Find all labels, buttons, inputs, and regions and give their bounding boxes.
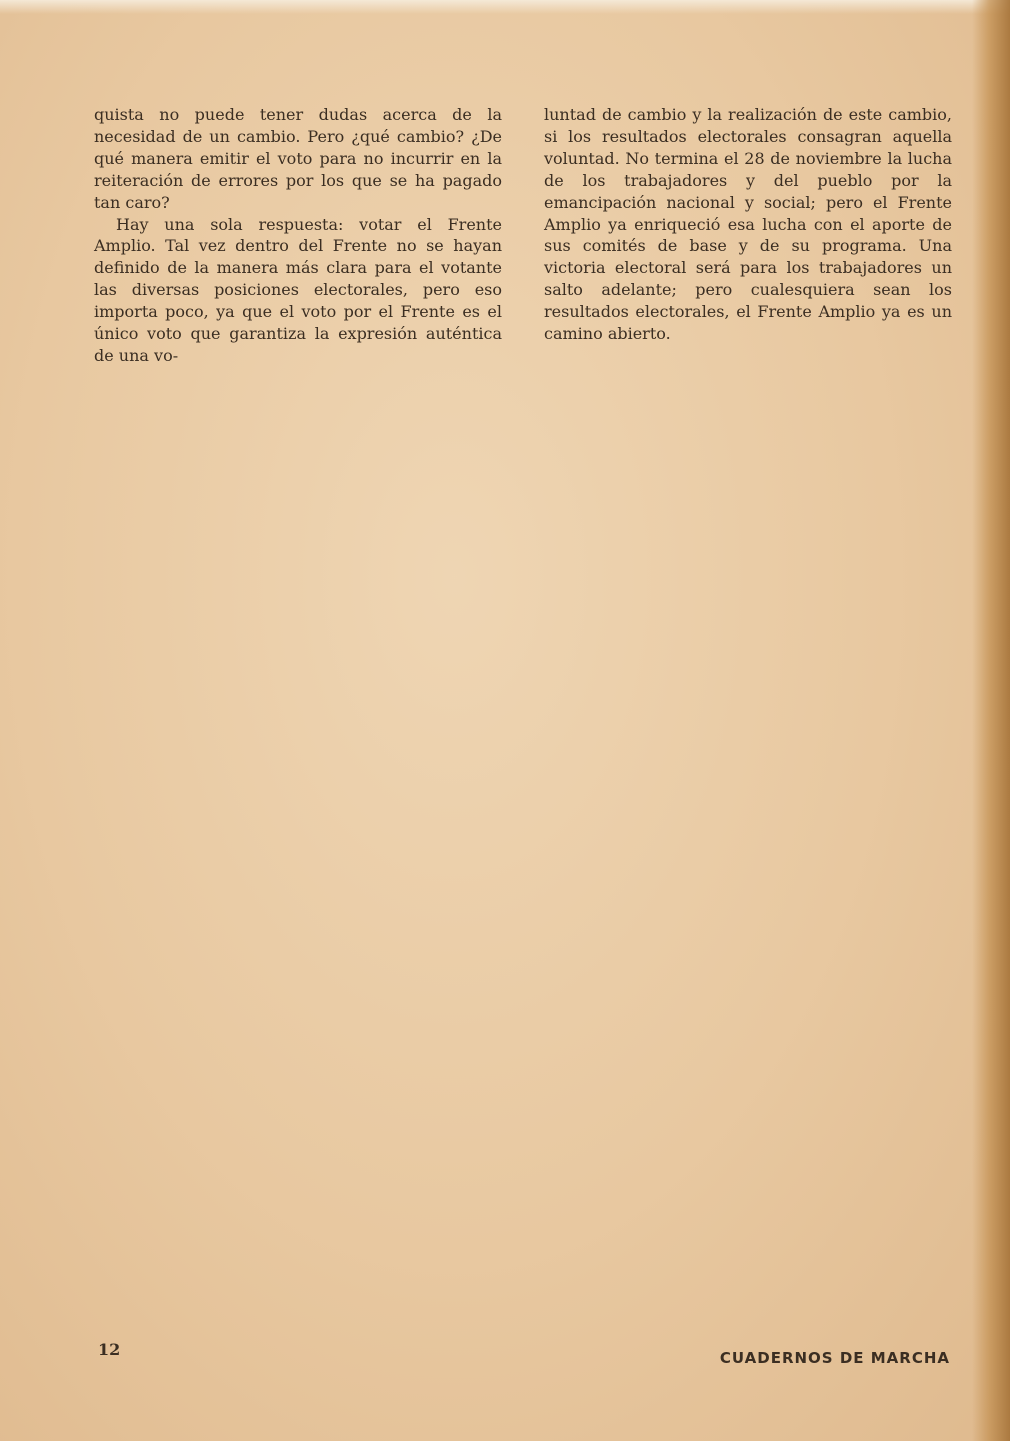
page-number: 12: [98, 1340, 121, 1359]
page-binding-edge: [972, 0, 1010, 1441]
paragraph: luntad de cambio y la realización de este cambio, si los resultados electorales consagran aquella voluntad. No termina el 28 de noviembre la lucha de los trabajadores y del pueblo por la emancipación nacional y social; pero el Frente Amplio ya enriqueció esa lucha con el aporte de sus comités de base y de su programa. Una victoria electoral será para los trabajadores un salto adelante; pero cualesquiera sean los resultados electorales, el Frente Amplio ya es un camino abierto.: [544, 105, 952, 344]
publication-title: CUADERNOS DE MARCHA: [719, 1349, 950, 1367]
paragraph: quista no puede tener dudas acerca de la necesidad de un cambio. Pero ¿qué cambio? ¿De qué manera emitir el voto para no incurrir en la reiteración de errores por los que se ha pagado tan caro?: [94, 105, 502, 212]
text-column-left: [94, 104, 502, 367]
page-top-edge: [0, 0, 1010, 14]
paragraph: Hay una sola respuesta: votar el Frente Amplio. Tal vez dentro del Frente no se hayan definido de la manera más clara para el votante las diversas posiciones electorales, pero eso importa poco, ya que el voto por el Frente es el único voto que garantiza la expresión auténtica de una vo-: [94, 214, 502, 365]
text-column-right: [544, 104, 952, 345]
